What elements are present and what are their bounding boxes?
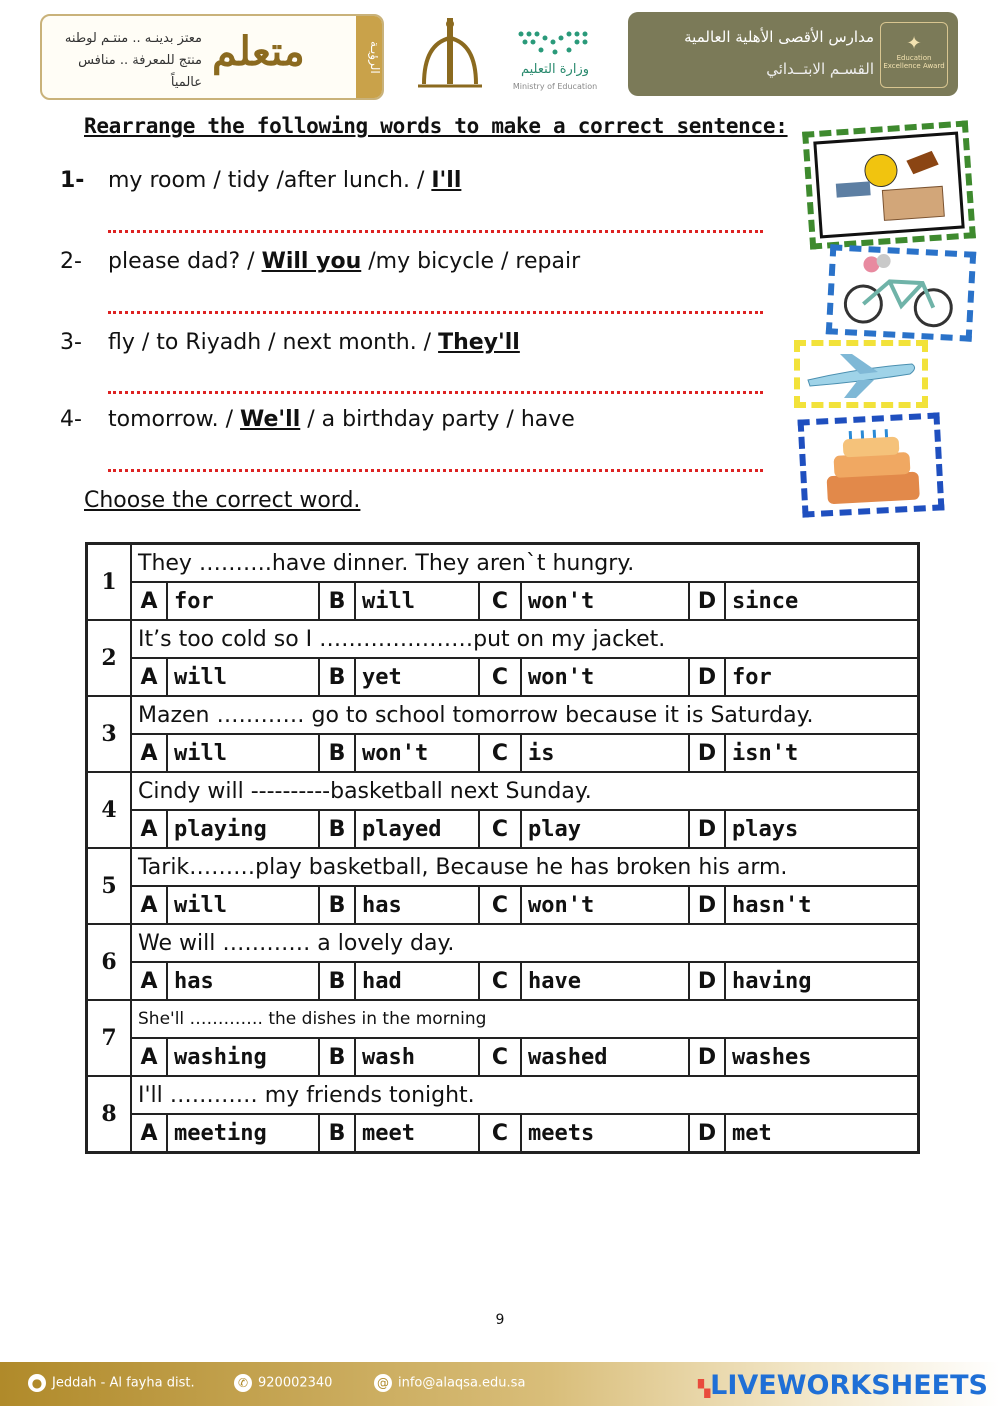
rearrange-item-2 [60, 249, 580, 274]
option-letter[interactable]: D [689, 658, 725, 696]
page-number: 9 [495, 1312, 505, 1328]
option-letter[interactable]: A [131, 1038, 167, 1076]
question-number: 1 [87, 544, 132, 621]
option-letter[interactable]: B [319, 658, 355, 696]
option-letter[interactable]: B [319, 1038, 355, 1076]
option-letter[interactable]: C [479, 962, 521, 1000]
item-key-word: We'll [240, 407, 301, 432]
header-motto-banner [40, 14, 384, 100]
option-a[interactable]: has [167, 962, 319, 1000]
option-d[interactable]: washes [725, 1038, 919, 1076]
option-c[interactable]: won't [521, 658, 689, 696]
question-stem: I'll ………… my friends tonight. [131, 1076, 919, 1114]
option-letter[interactable]: B [319, 734, 355, 772]
answer-line-1[interactable] [108, 230, 763, 233]
question-number: 4 [87, 772, 132, 848]
item-words: tomorrow. / [108, 407, 241, 432]
question-number: 2 [87, 620, 132, 696]
option-letter[interactable]: B [319, 582, 355, 620]
answer-line-3[interactable] [108, 391, 763, 394]
option-d[interactable]: having [725, 962, 919, 1000]
item-words-end: /my bicycle / repair [361, 249, 581, 274]
item-key-word: I'll [431, 168, 462, 193]
option-c[interactable]: won't [521, 582, 689, 620]
option-b[interactable]: has [355, 886, 479, 924]
liveworksheets-logo-icon: ▚ [697, 1379, 711, 1398]
phone-icon: ✆ [234, 1374, 252, 1392]
item-words: my room / tidy /after lunch. / [108, 168, 432, 193]
question-options-row [87, 658, 919, 696]
choose-title: Choose the correct word. [84, 488, 361, 513]
option-c[interactable]: play [521, 810, 689, 848]
option-letter[interactable]: C [479, 1038, 521, 1076]
rearrange-title: Rearrange the following words to make a correct sentence: [84, 114, 788, 138]
option-d[interactable]: met [725, 1114, 919, 1153]
option-d[interactable]: for [725, 658, 919, 696]
item-number: 1- [60, 168, 85, 193]
motto [52, 28, 202, 94]
option-c[interactable]: won't [521, 886, 689, 924]
birthday-cake-picture [798, 412, 945, 517]
option-b[interactable]: yet [355, 658, 479, 696]
item-number: 2- [60, 249, 82, 274]
footer-phone [234, 1374, 332, 1392]
footer-bar [0, 1362, 1000, 1406]
question-number: 3 [87, 696, 132, 772]
option-b[interactable]: will [355, 582, 479, 620]
question-options-row [87, 582, 919, 620]
question-stem: Tarik………play basketball, Because he has broken his arm. [131, 848, 919, 886]
ministry-english: Ministry of Education [512, 82, 598, 91]
option-c[interactable]: is [521, 734, 689, 772]
item-key-word: Will you [261, 249, 362, 274]
option-a[interactable]: meeting [167, 1114, 319, 1153]
at-sign-icon: @ [374, 1374, 392, 1392]
question-stem: They ……….have dinner. They aren`t hungry. [131, 544, 919, 583]
question-stem-row [87, 544, 919, 583]
question-options-row [87, 810, 919, 848]
award-emblem-icon: ✦ [906, 33, 922, 54]
ministry-dots-icon [515, 28, 597, 58]
answer-line-4[interactable] [108, 469, 763, 472]
option-a[interactable]: washing [167, 1038, 319, 1076]
question-number: 8 [87, 1076, 132, 1153]
ministry-logo [505, 28, 605, 96]
item-number: 3- [60, 330, 82, 355]
question-stem: It’s too cold so I …………………put on my jacket. [131, 620, 919, 658]
option-letter[interactable]: C [479, 582, 521, 620]
option-letter[interactable]: D [689, 810, 725, 848]
vision-label: الرؤيـة [356, 16, 382, 98]
rearrange-item-1 [60, 168, 461, 193]
option-letter[interactable]: D [689, 886, 725, 924]
bicycle-picture [826, 244, 977, 342]
answer-line-2[interactable] [108, 311, 763, 314]
question-stem: Mazen ………… go to school tomorrow because it is Saturday. [131, 696, 919, 734]
email-text[interactable]: info@alaqsa.edu.sa [398, 1375, 526, 1391]
footer-address [28, 1374, 195, 1392]
option-letter[interactable]: B [319, 886, 355, 924]
option-letter[interactable]: A [131, 734, 167, 772]
option-letter[interactable]: D [689, 1114, 725, 1153]
question-options-row [87, 1114, 919, 1153]
question-options-row [87, 734, 919, 772]
excellence-award-logo [880, 22, 948, 88]
option-a[interactable]: playing [167, 810, 319, 848]
option-b[interactable]: played [355, 810, 479, 848]
option-b[interactable]: meet [355, 1114, 479, 1153]
bicycle-icon [832, 251, 970, 336]
option-c[interactable]: washed [521, 1038, 689, 1076]
option-d[interactable]: plays [725, 810, 919, 848]
option-letter[interactable]: C [479, 658, 521, 696]
question-number: 7 [87, 1000, 132, 1076]
item-words: please dad? / [108, 249, 262, 274]
option-letter[interactable]: D [689, 734, 725, 772]
learner-logo-word: متعلم [212, 28, 305, 75]
school-division: القسـم الابتــدائي [766, 60, 874, 78]
motto-line-2: منتج للمعرفة .. منافس عالمياً [78, 53, 202, 90]
question-stem-row [87, 696, 919, 734]
footer-email[interactable] [374, 1374, 525, 1392]
liveworksheets-brand[interactable] [698, 1370, 988, 1401]
question-options-row [87, 962, 919, 1000]
option-b[interactable]: had [355, 962, 479, 1000]
question-stem-row [87, 848, 919, 886]
option-d[interactable]: since [725, 582, 919, 620]
phone-text: 920002340 [258, 1375, 333, 1391]
question-stem-row [87, 620, 919, 658]
option-letter[interactable]: A [131, 886, 167, 924]
school-logo [410, 14, 490, 98]
option-a[interactable]: will [167, 886, 319, 924]
option-letter[interactable]: B [319, 962, 355, 1000]
option-d[interactable]: isn't [725, 734, 919, 772]
option-letter[interactable]: C [479, 886, 521, 924]
award-text: Education Excellence Award [883, 54, 945, 70]
question-options-row [87, 886, 919, 924]
ministry-arabic: وزارة التعليم [520, 62, 590, 77]
option-letter[interactable]: A [131, 1114, 167, 1153]
item-words-end: / a birthday party / have [300, 407, 575, 432]
option-letter[interactable]: D [689, 582, 725, 620]
option-a[interactable]: will [167, 734, 319, 772]
question-stem-row [87, 1000, 919, 1038]
option-letter[interactable]: D [689, 962, 725, 1000]
question-stem-row [87, 1076, 919, 1114]
question-stem-row [87, 772, 919, 810]
option-letter[interactable]: C [479, 734, 521, 772]
question-stem: We will ………… a lovely day. [131, 924, 919, 962]
question-stem: Cindy will ----------basketball next Sunday. [131, 772, 919, 810]
item-key-word: They'll [438, 330, 520, 355]
option-b[interactable]: wash [355, 1038, 479, 1076]
option-letter[interactable]: B [319, 810, 355, 848]
messy-room-icon [808, 127, 969, 243]
option-letter[interactable]: C [479, 1114, 521, 1153]
option-b[interactable]: won't [355, 734, 479, 772]
option-letter[interactable]: A [131, 962, 167, 1000]
school-name: مدارس الأقصى الأهلية العالمية [684, 28, 874, 46]
birthday-cake-icon [804, 419, 938, 512]
option-a[interactable]: for [167, 582, 319, 620]
question-number: 5 [87, 848, 132, 924]
item-number: 4- [60, 407, 82, 432]
choices-table [85, 542, 920, 1154]
rearrange-item-3 [60, 330, 520, 355]
option-letter[interactable]: C [479, 810, 521, 848]
airplane-icon [800, 346, 922, 402]
question-stem: She'll …………. the dishes in the morning [131, 1000, 919, 1038]
question-options-row [87, 1038, 919, 1076]
option-c[interactable]: have [521, 962, 689, 1000]
option-letter[interactable]: B [319, 1114, 355, 1153]
option-letter[interactable]: A [131, 582, 167, 620]
option-a[interactable]: will [167, 658, 319, 696]
location-pin-icon: ● [28, 1374, 46, 1392]
option-letter[interactable]: A [131, 658, 167, 696]
school-logo-icon [410, 14, 490, 98]
question-stem-row [87, 924, 919, 962]
option-letter[interactable]: A [131, 810, 167, 848]
motto-line-1: معتز بدينـه .. منتـم لوطنه [64, 31, 202, 46]
rearrange-item-4 [60, 407, 575, 432]
option-letter[interactable]: D [689, 1038, 725, 1076]
option-c[interactable]: meets [521, 1114, 689, 1153]
option-d[interactable]: hasn't [725, 886, 919, 924]
item-words: fly / to Riyadh / next month. / [108, 330, 439, 355]
school-banner [628, 12, 958, 96]
address-text: Jeddah - Al fayha dist. [52, 1375, 195, 1391]
brand-text: LIVEWORKSHEETS [710, 1370, 988, 1401]
airplane-picture [794, 340, 928, 408]
question-number: 6 [87, 924, 132, 1000]
tidy-room-picture [802, 120, 976, 249]
